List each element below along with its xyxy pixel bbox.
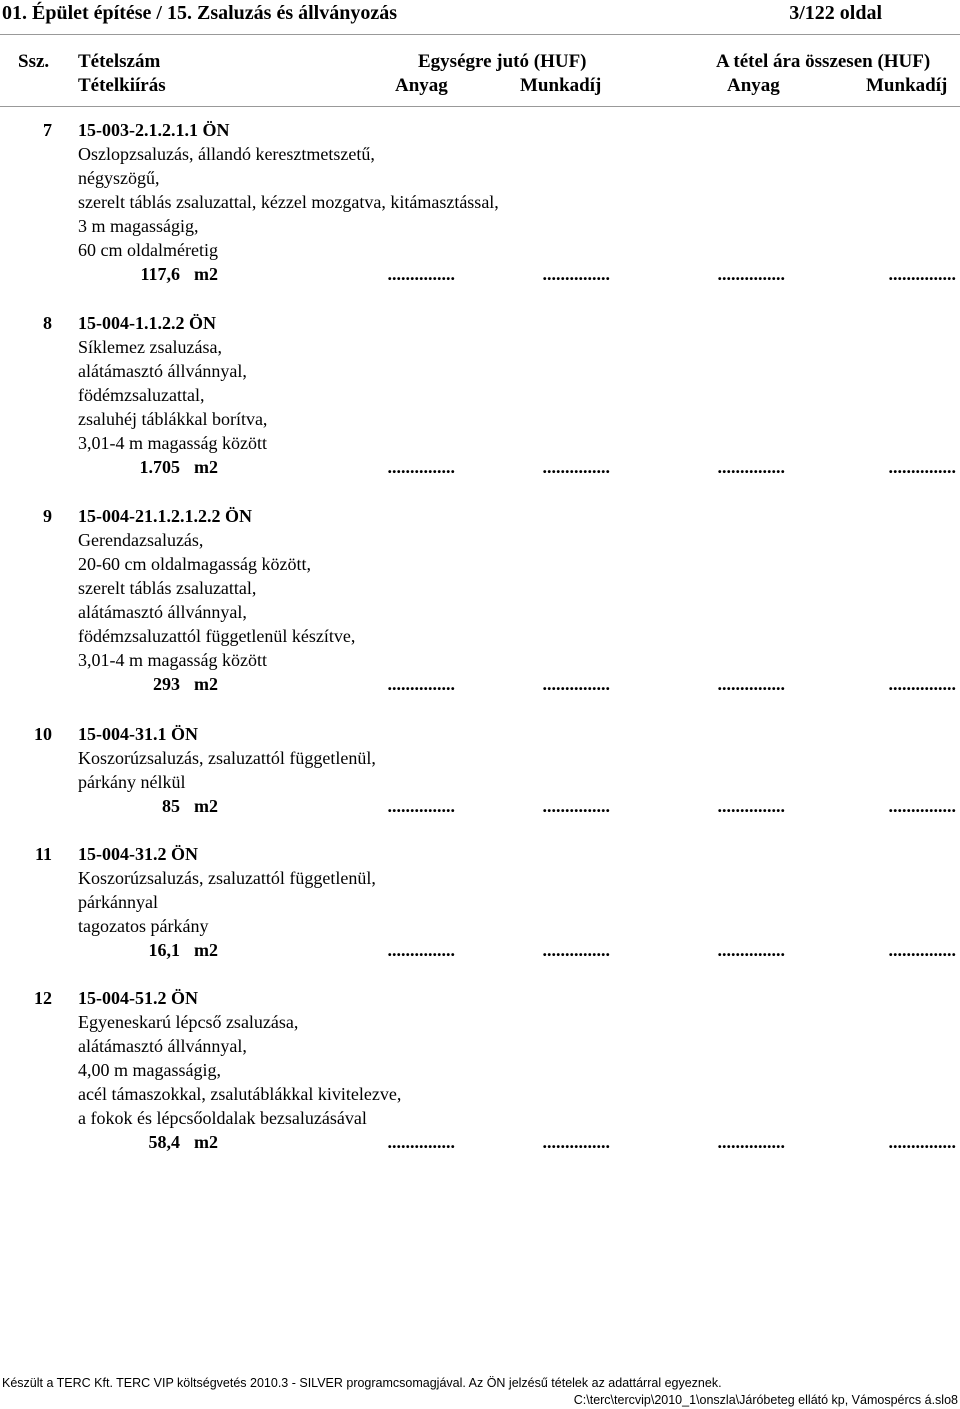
- footer-path: C:\terc\tercvip\2010_1\onszla\Járóbeteg ellátó kp, Vámospércs á.slo8: [573, 1393, 958, 1407]
- item-number: 7: [43, 120, 52, 140]
- item-description-line: szerelt táblás zsaluzattal,: [78, 578, 257, 598]
- item-code: 15-004-1.1.2.2 ÖN: [78, 313, 216, 333]
- unit-material-price: ...............: [387, 940, 455, 960]
- total-labor-price: ...............: [888, 674, 956, 694]
- total-material-price: ...............: [717, 674, 785, 694]
- item-quantity: 85: [162, 796, 180, 816]
- item-quantity: 58,4: [148, 1132, 180, 1152]
- col-anyag-egyseg: Anyag: [395, 75, 448, 96]
- total-labor-price: ...............: [888, 796, 956, 816]
- total-material-price: ...............: [717, 796, 785, 816]
- item-description-line: födémzsaluzattól függetlenül készítve,: [78, 626, 356, 646]
- item-description-line: 60 cm oldalméretig: [78, 240, 218, 260]
- item-description-line: Síklemez zsaluzása,: [78, 337, 222, 357]
- item-description-line: a fokok és lépcsőoldalak bezsaluzásával: [78, 1108, 367, 1128]
- total-material-price: ...............: [717, 940, 785, 960]
- item-code: 15-004-51.2 ÖN: [78, 988, 198, 1008]
- page-number: 3/122 oldal: [789, 2, 882, 24]
- item-description-line: alátámasztó állvánnyal,: [78, 1036, 247, 1056]
- item-description-line: 4,00 m magasságig,: [78, 1060, 221, 1080]
- item-unit: m2: [194, 457, 218, 477]
- col-ssz: Ssz.: [18, 51, 50, 72]
- total-labor-price: ...............: [888, 1132, 956, 1152]
- item-description-line: alátámasztó állvánnyal,: [78, 602, 247, 622]
- col-munkadij-osszesen: Munkadíj: [866, 75, 948, 96]
- item-description-line: 20-60 cm oldalmagasság között,: [78, 554, 311, 574]
- unit-material-price: ...............: [387, 457, 455, 477]
- item-description-line: Egyeneskarú lépcső zsaluzása,: [78, 1012, 299, 1032]
- item-code: 15-003-2.1.2.1.1 ÖN: [78, 120, 230, 140]
- item-description-line: tagozatos párkány: [78, 916, 209, 936]
- item-unit: m2: [194, 264, 218, 284]
- item-description-line: négyszögű,: [78, 168, 160, 188]
- item-unit: m2: [194, 940, 218, 960]
- unit-labor-price: ...............: [542, 264, 610, 284]
- total-labor-price: ...............: [888, 457, 956, 477]
- total-material-price: ...............: [717, 1132, 785, 1152]
- header-divider: [0, 34, 960, 35]
- item-number: 12: [34, 988, 52, 1008]
- col-tetelkiiras: Tételkiírás: [78, 75, 166, 96]
- item-description-line: 3 m magasságig,: [78, 216, 199, 236]
- item-code: 15-004-21.1.2.1.2.2 ÖN: [78, 506, 252, 526]
- item-description-line: 3,01-4 m magasság között: [78, 650, 267, 670]
- item-number: 10: [34, 724, 52, 744]
- item-description-line: födémzsaluzattal,: [78, 385, 205, 405]
- unit-material-price: ...............: [387, 674, 455, 694]
- col-osszesen: A tétel ára összesen (HUF): [716, 51, 931, 72]
- footer-credit: Készült a TERC Kft. TERC VIP költségvetés 2010.3 - SILVER programcsomagjával. Az ÖN jelzésű tételek az adattárral egyeznek.: [2, 1376, 722, 1390]
- total-labor-price: ...............: [888, 264, 956, 284]
- unit-labor-price: ...............: [542, 796, 610, 816]
- item-description-line: párkánnyal: [78, 892, 158, 912]
- item-number: 8: [43, 313, 52, 333]
- unit-material-price: ...............: [387, 264, 455, 284]
- unit-material-price: ...............: [387, 1132, 455, 1152]
- item-description-line: szerelt táblás zsaluzattal, kézzel mozgatva, kitámasztással,: [78, 192, 499, 212]
- item-description-line: zsaluhéj táblákkal borítva,: [78, 409, 268, 429]
- item-unit: m2: [194, 796, 218, 816]
- item-quantity: 117,6: [140, 264, 180, 284]
- col-anyag-osszesen: Anyag: [727, 75, 780, 96]
- total-material-price: ...............: [717, 457, 785, 477]
- total-labor-price: ...............: [888, 940, 956, 960]
- item-description-line: 3,01-4 m magasság között: [78, 433, 267, 453]
- item-description-line: acél támaszokkal, zsalutáblákkal kivitelezve,: [78, 1084, 402, 1104]
- item-quantity: 293: [153, 674, 180, 694]
- item-quantity: 16,1: [148, 940, 180, 960]
- item-description-line: Gerendazsaluzás,: [78, 530, 204, 550]
- item-description-line: alátámasztó állvánnyal,: [78, 361, 247, 381]
- unit-labor-price: ...............: [542, 457, 610, 477]
- unit-labor-price: ...............: [542, 940, 610, 960]
- item-description-line: Koszorúzsaluzás, zsaluzattól függetlenül,: [78, 868, 376, 888]
- page-title: 01. Épület építése / 15. Zsaluzás és állványozás: [2, 2, 398, 24]
- item-code: 15-004-31.2 ÖN: [78, 844, 198, 864]
- item-description-line: Koszorúzsaluzás, zsaluzattól függetlenül,: [78, 748, 376, 768]
- item-description-line: párkány nélkül: [78, 772, 186, 792]
- col-egysegre: Egységre jutó (HUF): [418, 51, 587, 72]
- column-header-divider: [0, 106, 960, 107]
- item-number: 11: [34, 844, 52, 864]
- total-material-price: ...............: [717, 264, 785, 284]
- item-number: 9: [43, 506, 52, 526]
- unit-labor-price: ...............: [542, 674, 610, 694]
- item-unit: m2: [194, 674, 218, 694]
- col-tetelszam: Tételszám: [78, 51, 161, 72]
- item-unit: m2: [194, 1132, 218, 1152]
- unit-labor-price: ...............: [542, 1132, 610, 1152]
- unit-material-price: ...............: [387, 796, 455, 816]
- item-quantity: 1.705: [139, 457, 180, 477]
- col-munkadij-egyseg: Munkadíj: [520, 75, 602, 96]
- item-description-line: Oszlopzsaluzás, állandó keresztmetszetű,: [78, 144, 375, 164]
- item-code: 15-004-31.1 ÖN: [78, 724, 198, 744]
